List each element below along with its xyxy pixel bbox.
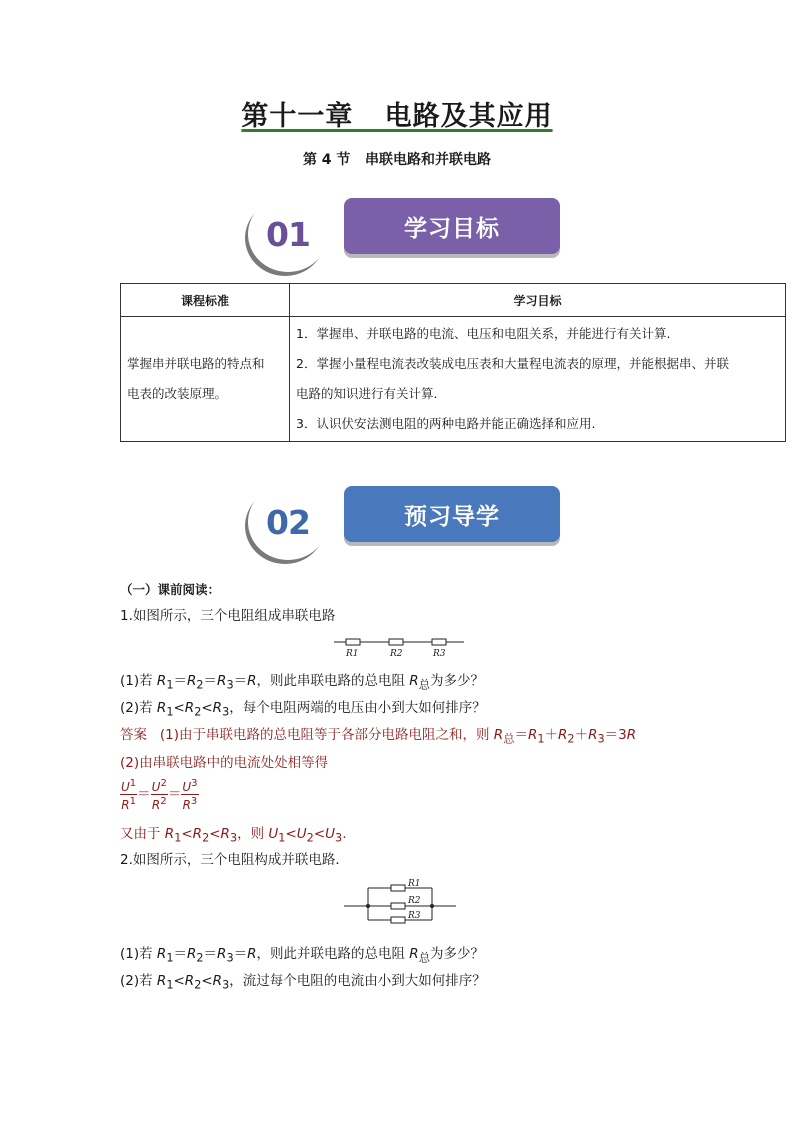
series-circuit-diagram xyxy=(334,634,464,660)
goals-table xyxy=(120,283,786,442)
q2-part2: (2)若 $R_1<R_2<R_3$，流过每个电阻的电流由小到大如何排序？ xyxy=(120,973,486,992)
q1-part1: (1)若 $R_1=R_2=R_3=R$，则此串联电路的总电阻 $R_总$为多少？ xyxy=(120,673,484,692)
resistor-r1 xyxy=(391,885,405,891)
resistor-r2 xyxy=(389,639,403,645)
banner-label: 学习目标 xyxy=(344,198,560,254)
goal-line: 电路的知识进行有关计算. xyxy=(296,386,438,401)
parallel-label-r2: R2 xyxy=(408,896,421,906)
banner-learning-goals xyxy=(248,194,568,276)
ratio-equation: $\frac{U^1}{R^1}$ ＝ $\frac{U^2}{R^2}$ ＝ $\frac{U^3}{R^3}$ xyxy=(121,778,198,812)
table-header: 学习目标 xyxy=(290,284,786,317)
resistor-r2 xyxy=(391,903,405,909)
goal-line: 1．掌握串、并联电路的电流、电压和电阻关系，并能进行有关计算. xyxy=(296,326,671,341)
q2-part1: (1)若 $R_1=R_2=R_3=R$，则此并联电路的总电阻 $R_总$为多少？ xyxy=(120,946,484,965)
parallel-circuit-diagram xyxy=(344,874,456,926)
resistor-r3 xyxy=(391,917,405,923)
answer-3: 又由于 $R_1<R_2<R_3$，则 $U_1<U_2<U_3$. xyxy=(120,826,347,845)
table-row xyxy=(121,317,786,442)
banner-number: 01 xyxy=(248,196,328,272)
table-header: 课程标准 xyxy=(121,284,290,317)
parallel-label-r3: R3 xyxy=(408,911,421,921)
course-standard-line: 电表的改装原理。 xyxy=(127,386,228,401)
banner-preview-guide xyxy=(248,482,568,564)
banner-number: 02 xyxy=(248,484,328,560)
answer-1: 答案 (1)由于串联电路的总电阻等于各部分电路电阻之和，则 $R_总=R_1+R_2+R_3=3R$ xyxy=(120,727,637,746)
learning-goals-cell xyxy=(290,317,786,442)
banner-label: 预习导学 xyxy=(344,486,560,542)
preview-heading: （一）课前阅读： xyxy=(120,582,221,597)
answer-2: (2)由串联电路中的电流处处相等得 xyxy=(120,755,329,771)
resistor-r3 xyxy=(432,639,446,645)
course-standard-line: 掌握串并联电路的特点和 xyxy=(127,356,265,371)
resistor-r1 xyxy=(346,639,360,645)
q2-intro: 2.如图所示，三个电阻构成并联电路． xyxy=(120,852,349,868)
table-header-row xyxy=(121,284,786,317)
series-label-r3: R3 xyxy=(433,649,446,659)
section-title: 第 4 节 串联电路和并联电路 xyxy=(302,152,492,168)
q1-part2: (2)若 $R_1<R_2<R_3$，每个电阻两端的电压由小到大如何排序？ xyxy=(120,700,486,719)
parallel-label-r1: R1 xyxy=(408,879,421,889)
series-label-r2: R2 xyxy=(390,649,403,659)
q1-intro: 1.如图所示，三个电阻组成串联电路 xyxy=(120,608,336,624)
goal-line: 2．掌握小量程电流表改装成电压表和大量程电流表的原理，并能根据串、并联 xyxy=(296,356,729,371)
series-label-r1: R1 xyxy=(346,649,359,659)
goal-line: 3．认识伏安法测电阻的两种电路并能正确选择和应用. xyxy=(296,416,596,431)
chapter-title: 第十一章 电路及其应用 xyxy=(241,101,553,132)
course-standard-cell xyxy=(121,317,290,442)
